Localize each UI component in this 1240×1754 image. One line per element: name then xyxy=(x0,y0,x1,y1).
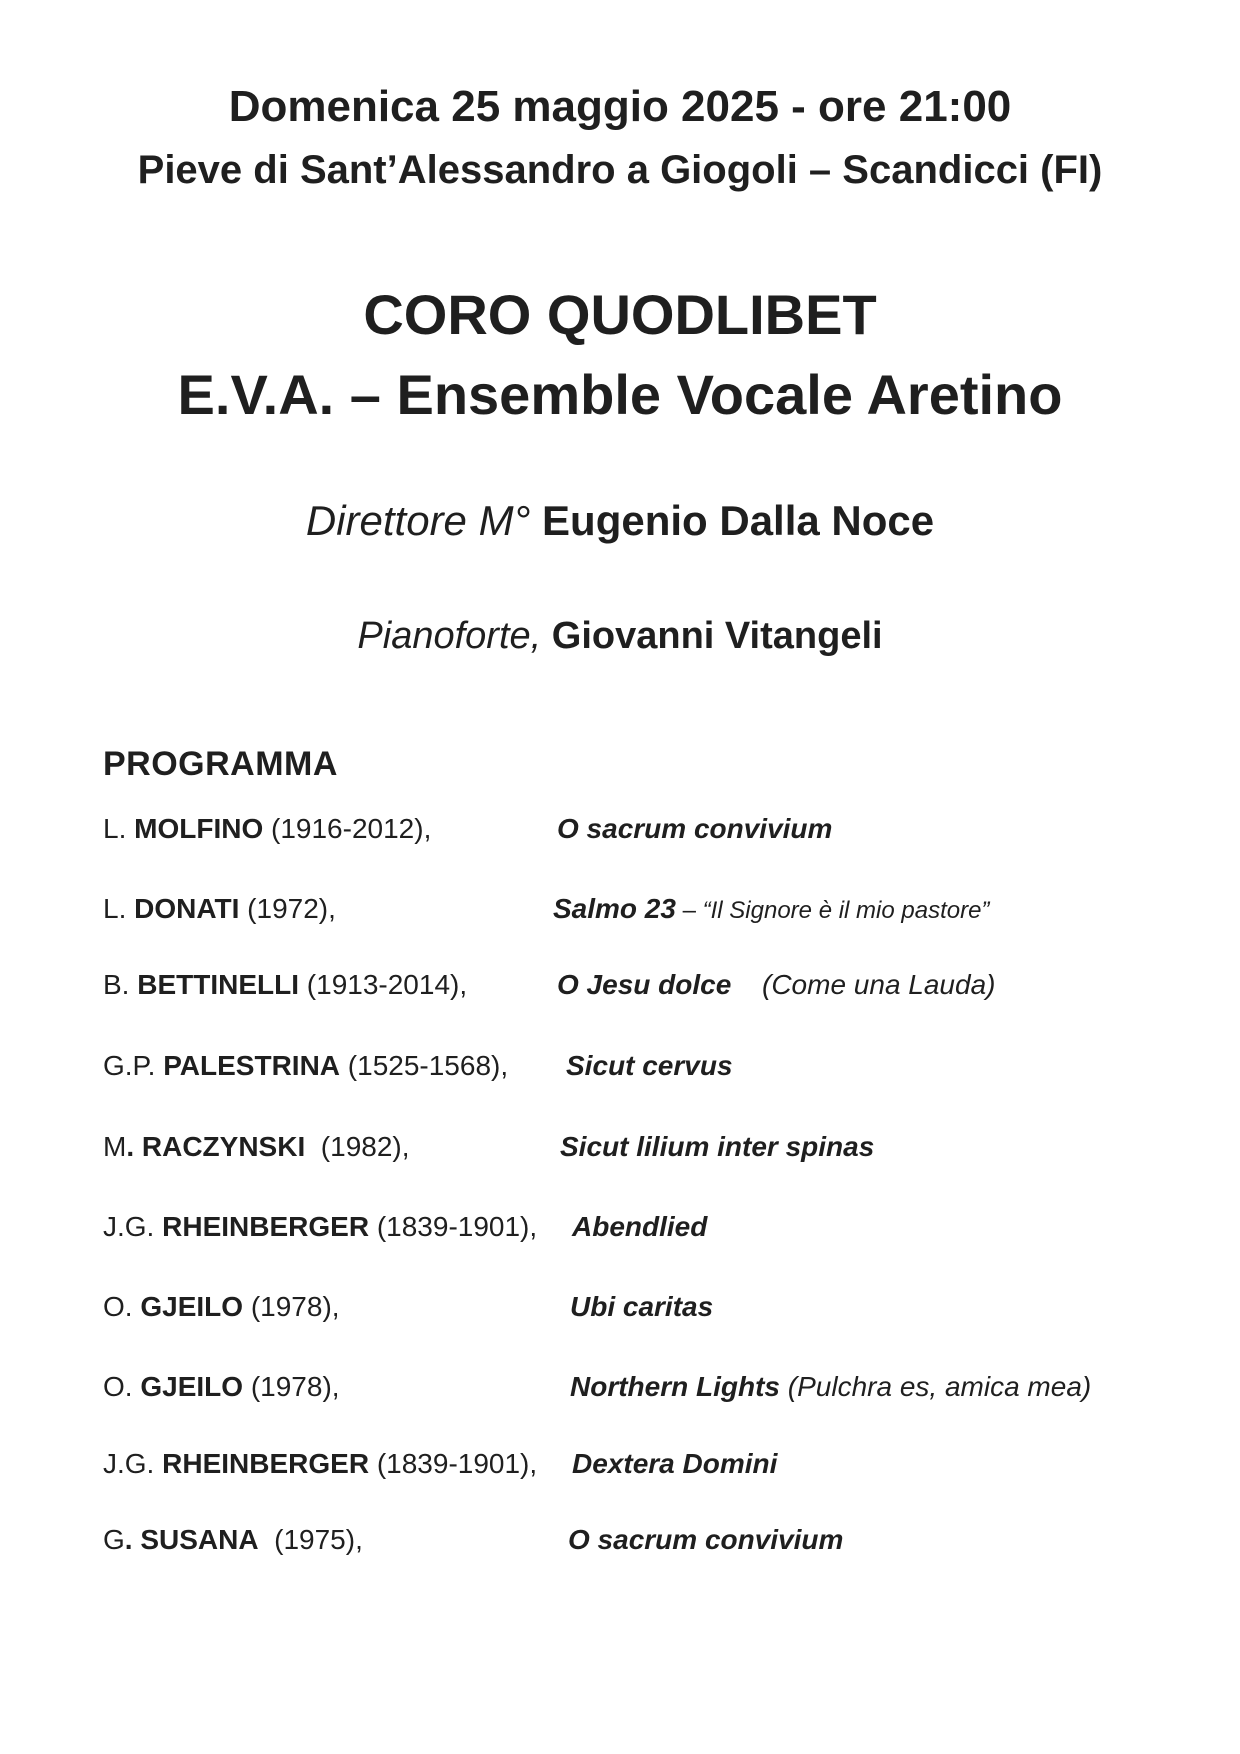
choir-name: CORO QUODLIBET xyxy=(363,283,877,346)
composer-years: (1972), xyxy=(247,893,336,924)
composer-years: (1982), xyxy=(320,1131,410,1162)
event-date-time: Domenica 25 maggio 2025 - ore 21:00 xyxy=(228,82,1012,131)
work-title: Dextera Domini xyxy=(572,1448,778,1479)
event-venue: Pieve di Sant’Alessandro a Giogoli – Scandicci (FI) xyxy=(137,148,1103,192)
composer-initials: O. xyxy=(103,1291,133,1322)
work-separator: – xyxy=(675,897,703,924)
work-title: Salmo 23 xyxy=(553,893,676,924)
composer xyxy=(103,1448,537,1480)
composer-years: (1839-1901), xyxy=(376,1448,538,1479)
composer xyxy=(103,1050,508,1082)
composer-surname: GJEILO xyxy=(140,1291,244,1322)
composer-surname: RHEINBERGER xyxy=(162,1448,370,1479)
program-item xyxy=(0,893,1240,933)
program-item xyxy=(0,1371,1240,1411)
composer xyxy=(103,1131,410,1163)
work-title: Ubi caritas xyxy=(570,1291,714,1322)
composer-initials: O. xyxy=(103,1371,133,1402)
program-heading: PROGRAMMA xyxy=(103,745,338,783)
pianist-role: Pianoforte, xyxy=(357,615,542,657)
program-item xyxy=(0,1448,1240,1488)
composer xyxy=(103,1371,340,1403)
work xyxy=(566,1050,733,1082)
work-subtitle: (Come una Lauda) xyxy=(762,969,996,1000)
program-item xyxy=(0,1050,1240,1090)
director-credit xyxy=(0,497,1240,545)
composer xyxy=(103,969,467,1001)
composer-surname: . SUSANA xyxy=(124,1524,259,1555)
work xyxy=(557,969,731,1001)
composer-years: (1978), xyxy=(250,1291,340,1322)
composer-surname: RHEINBERGER xyxy=(162,1211,370,1242)
composer-initials: J.G. xyxy=(103,1448,155,1479)
composer-initials: L. xyxy=(103,813,127,844)
composer-surname: GJEILO xyxy=(140,1371,244,1402)
work xyxy=(553,893,989,925)
composer xyxy=(103,1524,363,1556)
director-role: Direttore M° xyxy=(305,497,531,544)
composer-surname: . RACZYNSKI xyxy=(126,1131,306,1162)
pianist-credit xyxy=(0,615,1240,658)
composer-initials: J.G. xyxy=(103,1211,155,1242)
work xyxy=(557,813,832,845)
work-title: O Jesu dolce xyxy=(557,969,732,1000)
composer-surname: MOLFINO xyxy=(134,813,264,844)
ensemble-name: E.V.A. – Ensemble Vocale Aretino xyxy=(177,363,1063,426)
work xyxy=(568,1524,843,1556)
composer-initials: G.P. xyxy=(103,1050,156,1081)
composer-years: (1978), xyxy=(250,1371,340,1402)
composer-initials: G xyxy=(103,1524,125,1555)
program-item xyxy=(0,1211,1240,1251)
director-name: Eugenio Dalla Noce xyxy=(542,497,935,544)
composer-years: (1975), xyxy=(274,1524,363,1555)
composer-years: (1916-2012), xyxy=(271,813,432,844)
work-title: Northern Lights xyxy=(570,1371,780,1402)
program-item xyxy=(0,813,1240,853)
work-title: Abendlied xyxy=(572,1211,708,1242)
composer-initials: M xyxy=(103,1131,127,1162)
program-item xyxy=(0,1524,1240,1564)
work xyxy=(570,1371,1091,1403)
composer xyxy=(103,1211,537,1243)
pianist-name: Giovanni Vitangeli xyxy=(551,615,883,657)
work xyxy=(572,1448,777,1480)
work xyxy=(570,1291,713,1323)
program-item xyxy=(0,1131,1240,1171)
composer-years: (1525-1568), xyxy=(347,1050,509,1081)
program-item xyxy=(0,969,1240,1009)
composer-surname: PALESTRINA xyxy=(163,1050,341,1081)
composer xyxy=(103,813,431,845)
work-title: Sicut cervus xyxy=(566,1050,733,1081)
composer-years: (1913-2014), xyxy=(306,969,468,1000)
work-title: O sacrum convivium xyxy=(568,1524,844,1555)
composer xyxy=(103,1291,340,1323)
work-subtitle: (Pulchra es, amica mea) xyxy=(787,1371,1092,1402)
composer xyxy=(103,893,336,925)
work xyxy=(572,1211,707,1243)
composer-surname: DONATI xyxy=(134,893,240,924)
work-title: Sicut lilium inter spinas xyxy=(560,1131,875,1162)
composer-initials: L. xyxy=(103,893,127,924)
work xyxy=(560,1131,874,1163)
composer-initials: B. xyxy=(103,969,130,1000)
composer-surname: BETTINELLI xyxy=(137,969,300,1000)
work-title: O sacrum convivium xyxy=(557,813,833,844)
program-item xyxy=(0,1291,1240,1331)
composer-years: (1839-1901), xyxy=(376,1211,538,1242)
work-subtitle: “Il Signore è il mio pastore” xyxy=(702,897,990,924)
work-note xyxy=(762,969,995,1001)
